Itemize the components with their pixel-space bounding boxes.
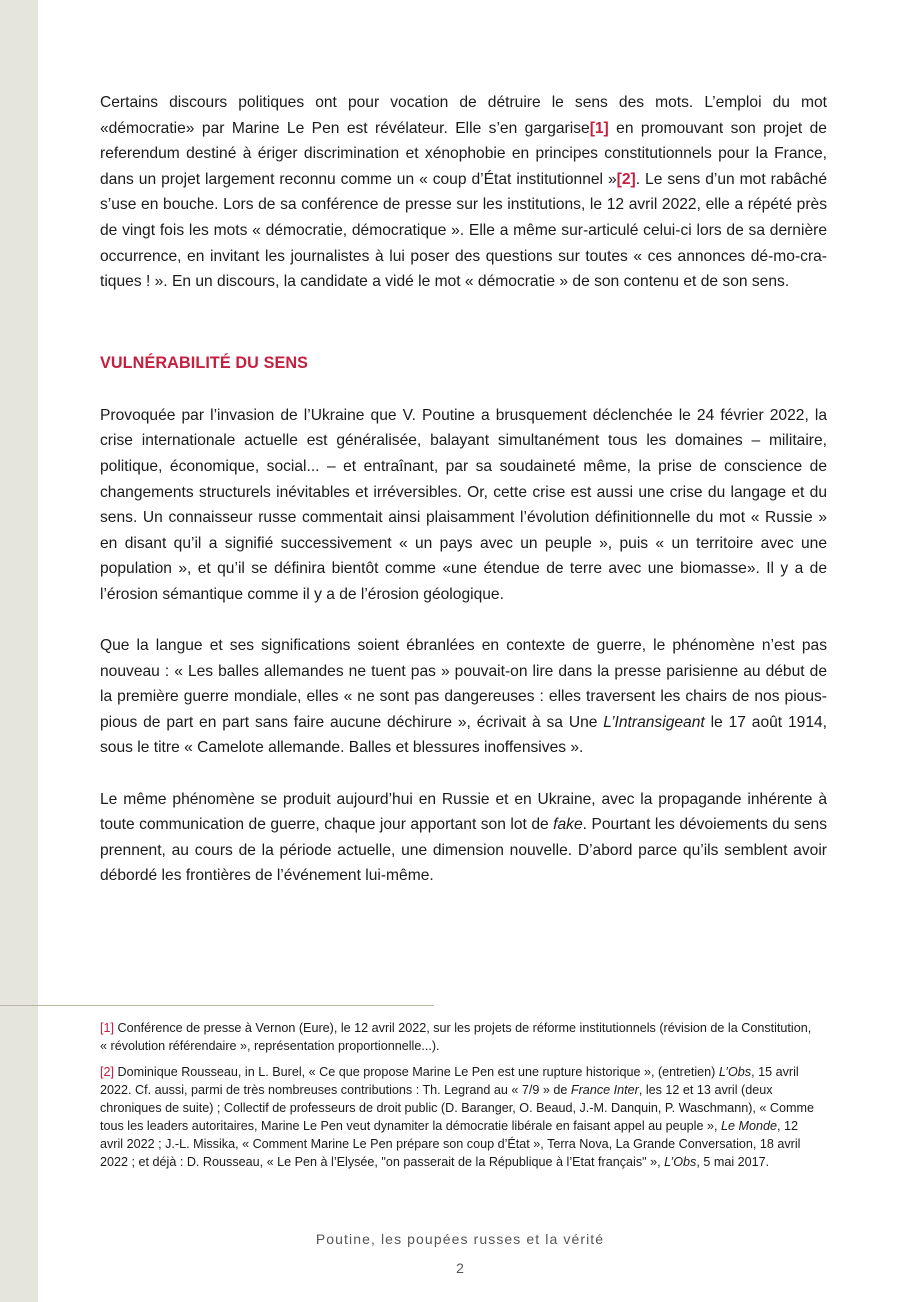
footnote-ref-1[interactable]: [1] [589,119,609,137]
main-content [100,90,827,889]
publication-name: L’Obs [718,1065,752,1079]
paragraph-democratie [100,90,827,295]
italic-term: fake [553,816,583,834]
footnotes [100,1019,820,1171]
page-number: 2 [456,1260,464,1276]
section-title: VULNÉRABILITÉ DU SENS [100,353,309,372]
paragraph-text: en promouvant son projet de referendum destiné à ériger discrimination et xénophobie en principes constitutionnels pour la France, dans un projet largement reconnu comme un « coup d’État institutionnel » [100,119,827,188]
paragraph-vulnerabilite: Provoquée par l’invasion de l’Ukraine que V. Poutine a brusquement déclenchée le 24 février 2022, la crise internationale actuelle est généralisée, balayant simultanément tous les domaines – militaire, politique, économique, social... – et entraînant, par sa soudaineté même, la prise de conscience de changements structurels inévitables et irréversibles. Or, cette crise est aussi une crise du langage et du sens. Un connaisseur russe commentait ainsi plaisamment l’évolution définitionnelle du mot « Russie » en disant qu’il a signifié successivement « un pays avec un peuple », puis « un territoire avec une population », et qu’il se définira bientôt comme «une étendue de terre avec une biomasse». Il y a de l’érosion sémantique comme il y a de l’érosion géologique. [100,406,827,603]
footnote-ref-2[interactable]: [2] [616,170,636,188]
footnote-1 [100,1019,820,1055]
paragraph-propagande [100,787,827,889]
paragraph-text: Que la langue et ses significations soient ébranlées en contexte de guerre, le phénomène n’est pas nouveau : « Les balles allemandes ne tuent pas » pouvait-on lire dans la presse parisienne au début de la première guerre mondiale, elles « ne sont pas dangereuses : elles traversent les chairs de nos pious-pious de part en part sans faire aucune déchirure », écrivait à sa Une [100,637,827,731]
footnote-text: , 15 avril 2022. Cf. aussi, parmi de très nombreuses contributions : Th. Legrand au « 7/9 » de [100,1065,799,1097]
footer-document-title: Poutine, les poupées russes et la vérité [315,1231,605,1247]
publication-name: Le Monde [720,1119,777,1133]
footnote-separator [0,1005,434,1006]
footnote-2-number[interactable]: [2] [100,1065,115,1079]
footnote-text: , les 12 et 13 avril (deux chroniques de suite) ; Collectif de professeurs de droit public (D. Baranger, O. Beaud, J.-M. Danquin, P. Waschmann), « Comme tous les leaders autoritaires, Marine Le Pen veut dynamiter la démocratie libérale en faisant appel au peuple », [100,1083,814,1133]
footnote-text: Dominique Rousseau, in L. Burel, « Ce que propose Marine Le Pen est une rupture historique », (entretien) [114,1065,719,1079]
paragraph-text: Certains discours politiques ont pour vocation de détruire le sens des mots. L’emploi du mot «démocratie» par Marine Le Pen est révélateur. Elle s’en gargarise [100,94,827,137]
footnote-2 [100,1063,820,1171]
publication-name: L’Obs [664,1155,697,1169]
footnote-text: , 5 mai 2017. [696,1155,770,1169]
paragraph-text: Le même phénomène se produit aujourd’hui en Russie et en Ukraine, avec la propagande inhérente à toute communication de guerre, chaque jour apportant son lot de [100,790,827,834]
publication-name: France Inter [570,1083,639,1097]
paragraph-text: . Pourtant les dévoiements du sens prennent, au cours de la période actuelle, une dimension nouvelle. D’abord parce qu’ils semblent avoir débordé les frontières de l’événement lui-même. [100,816,827,885]
footnote-1-number[interactable]: [1] [100,1021,115,1035]
left-margin-bar [0,0,38,1302]
footnote-text: Conférence de presse à Vernon (Eure), le 12 avril 2022, sur les projets de réforme institutionnels (révision de la Constitution, « révolution référendaire », représentation proportionnelle...). [100,1021,812,1053]
footnote-text: , 12 avril 2022 ; J.-L. Missika, « Comment Marine Le Pen prépare son coup d’État », Terra Nova, La Grande Conversation, 18 avril 2022 ; et déjà : D. Rousseau, « Le Pen à l’Elysée, "on passerait de la République à l’Etat français" », [100,1119,801,1169]
paragraph-langue [100,633,827,761]
paragraph-text: . Le sens d’un mot rabâché s’use en bouche. Lors de sa conférence de presse sur les institutions, le 12 avril 2022, elle a répété près de vingt fois les mots « démocratie, démocratique ». Elle a même sur-articulé celui-ci lors de sa dernière occurrence, en invitant les journalistes à lui poser des questions sur toutes « ces annonces dé-mo-cra-tiques ! ». En un discours, la candidate a vidé le mot « démocratie » de son contenu et de son sens. [100,170,827,291]
newspaper-title: L’Intransigeant [603,713,705,731]
paragraph-text: le 17 août 1914, sous le titre « Camelote allemande. Balles et blessures inoffensives ». [100,713,827,757]
